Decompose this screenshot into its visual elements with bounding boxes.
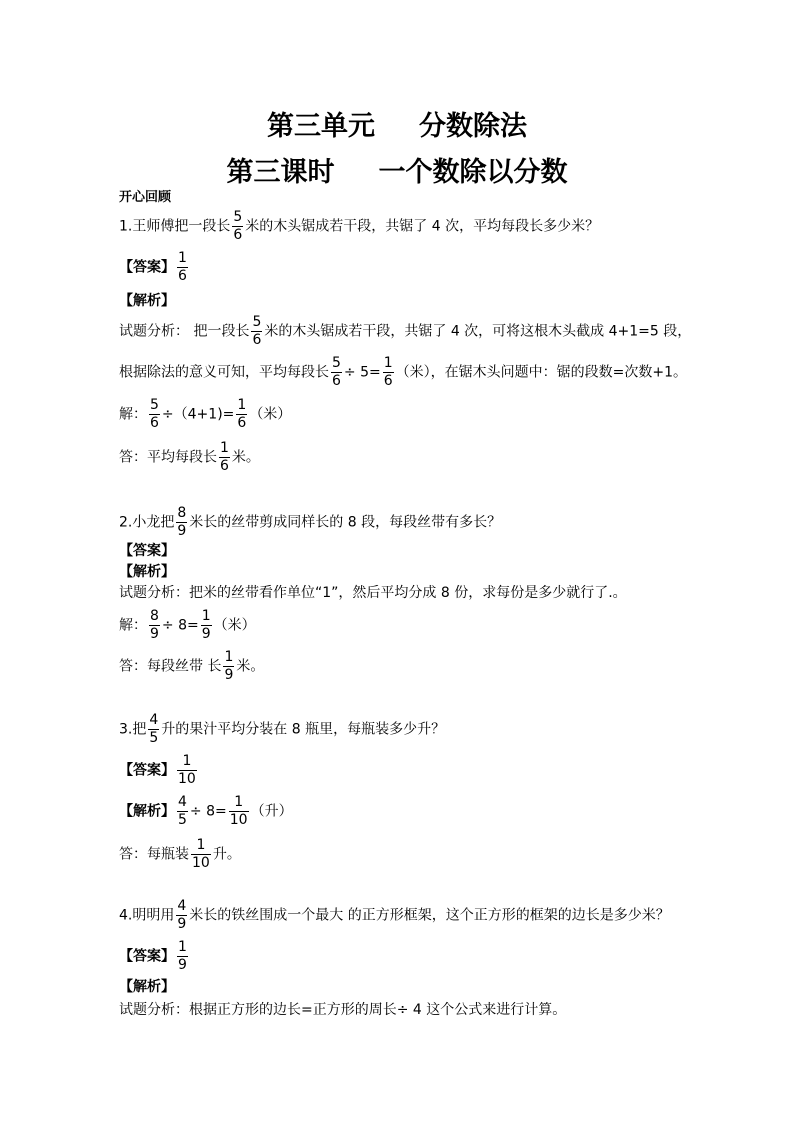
q1-analysis-label: 【解析】	[119, 293, 175, 309]
q1-answer-fraction: $\frac{1}{6}$	[178, 250, 187, 284]
section-label: 开心回顾	[119, 190, 172, 205]
q1-analysis-line2: 根据除法的意义可知，平均每段长 $\frac{5}{6}$ ÷ 5= $\frac{1}{6}$ （米），在锯木头问题中：锯的段数=次数+1。	[119, 355, 688, 389]
q2-answer-label: 【答案】	[119, 543, 175, 559]
q1-fraction: $\frac{5}{6}$	[233, 209, 243, 243]
lesson-title	[0, 150, 794, 189]
unit-title	[0, 104, 794, 143]
q1-analysis-line1: 试题分析： 把一段长 $\frac{5}{6}$ 米的木头锯成若干段，共锯了 4 次，可将这根木头截成 4+1=5 段，	[119, 314, 692, 348]
q3-question: 3.把 $\frac{4}{5}$ 升的果汁平均分装在 8 瓶里，每瓶装多少升？	[119, 712, 446, 746]
q1-question: 1.王师傅把一段长 $\frac{5}{6}$ 米的木头锯成若干段，共锯了 4 次，平均每段长多少米？	[119, 209, 600, 243]
q4-answer: 【答案】 $\frac{1}{9}$	[119, 939, 187, 973]
q1-answer: 【答案】 $\frac{1}{6}$	[119, 250, 187, 284]
q2-analysis-label: 【解析】	[119, 564, 175, 580]
q3-answer: 【答案】 $\frac{1}{10}$	[119, 753, 196, 787]
unit-name: 第三单元	[267, 111, 375, 142]
q3-analysis: 【解析】 $\frac{4}{5}$ ÷ 8= $\frac{1}{10}$ （升）	[119, 794, 293, 828]
unit-topic: 分数除法	[419, 111, 527, 142]
q1-solution: 解： $\frac{5}{6}$ ÷（4+1)= $\frac{1}{6}$ （米）	[119, 397, 292, 431]
q4-question: 4.明明用 $\frac{4}{9}$ 米长的铁丝围成一个最大 的正方形框架，这个正方形的框架的边长是多少米？	[119, 898, 670, 932]
lesson-name: 第三课时	[226, 157, 335, 188]
q2-analysis-line1: 试题分析：把米的丝带看作单位“1”，然后平均分成 8 份，求每份是多少就行了.。	[119, 585, 627, 601]
q2-question: 2.小龙把 $\frac{8}{9}$ 米长的丝带剪成同样长的 8 段，每段丝带有多长？	[119, 505, 502, 539]
q2-final: 答：每段丝带 长 $\frac{1}{9}$ 米。	[119, 649, 265, 683]
q4-analysis-line1: 试题分析：根据正方形的边长=正方形的周长÷ 4 这个公式来进行计算。	[119, 1002, 567, 1018]
q1-final: 答：平均每段长 $\frac{1}{6}$ 米。	[119, 440, 260, 474]
q4-analysis-label: 【解析】	[119, 979, 175, 995]
q2-solution: 解： $\frac{8}{9}$ ÷ 8= $\frac{1}{9}$ （米）	[119, 608, 256, 642]
q3-final: 答：每瓶装 $\frac{1}{10}$ 升。	[119, 837, 241, 871]
lesson-topic: 一个数除以分数	[378, 157, 568, 188]
